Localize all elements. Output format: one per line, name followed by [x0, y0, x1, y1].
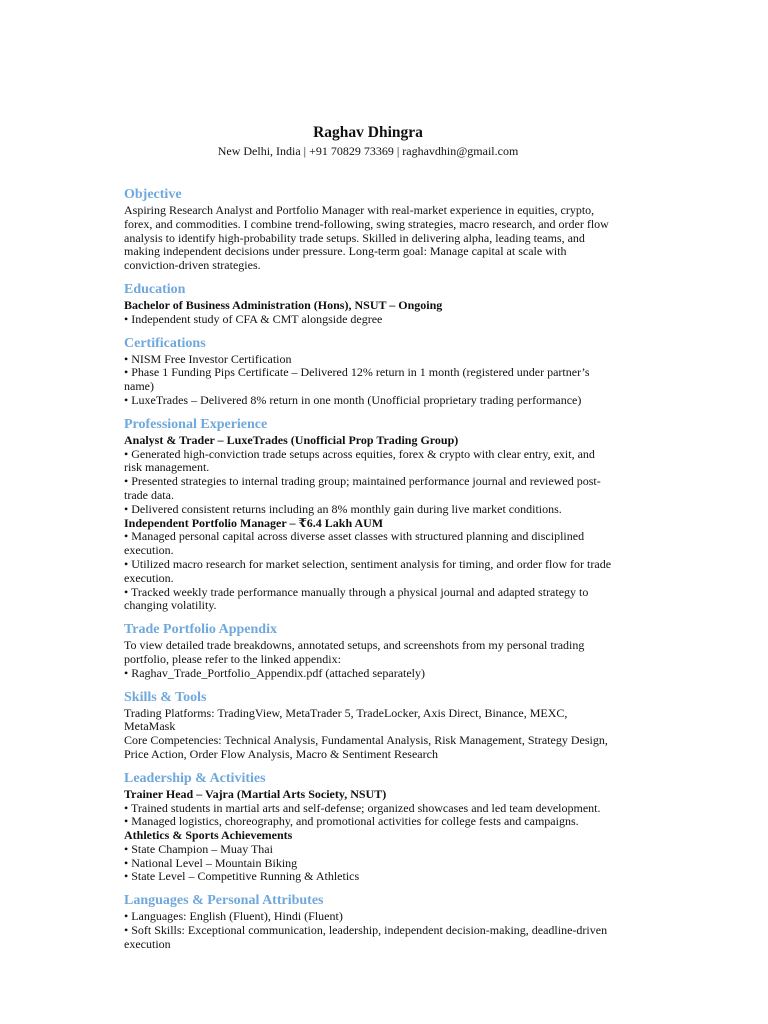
leadership-bullet: • Managed logistics, choreography, and promotional activities for college fests and campaigns. [124, 814, 579, 829]
section-title-experience: Professional Experience [124, 416, 268, 432]
objective-text: Aspiring Research Analyst and Portfolio Manager with real-market experience in equities, crypto, forex, and commodities. I combine trend-following, swing strategies, macro research, and order flow analysis to identify high-probability trade setups. Skilled in delivering alpha, leading teams, and making independent decisions under pressure. Long-term goal: Manage capital at scale with conviction-driven strategies. [124, 203, 609, 273]
resume-body [124, 187, 614, 952]
skills-section [124, 690, 614, 762]
sports-heading: Athletics & Sports Achievements [124, 828, 293, 843]
section-title-skills: Skills & Tools [124, 689, 207, 705]
section-title-objective: Objective [124, 187, 182, 202]
resume-header [0, 124, 736, 159]
contact-info: New Delhi, India | +91 70829 73369 | raghavdhin@gmail.com [217, 144, 519, 158]
experience-bullet: • Generated high-conviction trade setups across equities, forex & crypto with clear entry, exit, and risk management. [124, 446, 595, 475]
leadership-section [124, 771, 614, 885]
leadership-bullet: • Trained students in martial arts and self-defense; organized showcases and led team development. [124, 800, 601, 815]
role-heading-analyst: Analyst & Trader – LuxeTrades (Unofficial Prop Trading Group) [124, 432, 459, 447]
objective-section [124, 187, 614, 273]
soft-skills-bullet: • Soft Skills: Exceptional communication, leadership, independent decision-making, deadline-driven execution [124, 923, 608, 951]
certification-item: • LuxeTrades – Delivered 8% return in one month (Unofficial proprietary trading performance) [124, 392, 582, 407]
section-title-certifications: Certifications [124, 335, 206, 351]
education-section [124, 282, 614, 327]
section-title-languages: Languages & Personal Attributes [124, 893, 324, 909]
section-title-portfolio: Trade Portfolio Appendix [124, 622, 277, 638]
sports-bullet: • National Level – Mountain Biking [124, 855, 298, 870]
portfolio-attachment: • Raghav_Trade_Portfolio_Appendix.pdf (attached separately) [124, 665, 426, 680]
section-title-education: Education [124, 281, 186, 297]
skills-platforms: Trading Platforms: TradingView, MetaTrader 5, TradeLocker, Axis Direct, Binance, MEXC, MetaMask [124, 705, 568, 734]
experience-bullet: • Managed personal capital across diverse asset classes with structured planning and disciplined execution. [124, 529, 585, 558]
experience-bullet: • Delivered consistent returns including an 8% monthly gain during live market conditions. [124, 501, 562, 516]
role-heading-portfolio-manager: Independent Portfolio Manager – ₹6.4 Lakh AUM [124, 515, 384, 530]
experience-bullet: • Utilized macro research for market selection, sentiment analysis for timing, and order flow for trade execution. [124, 556, 612, 585]
experience-section [124, 417, 614, 613]
experience-bullet: • Presented strategies to internal trading group; maintained performance journal and reviewed post-trade data. [124, 474, 601, 502]
languages-bullet: • Languages: English (Fluent), Hindi (Fluent) [124, 909, 343, 924]
portfolio-section [124, 622, 614, 680]
education-bullet: • Independent study of CFA & CMT alongside degree [124, 311, 383, 326]
experience-bullet: • Tracked weekly trade performance manually through a physical journal and adapted strategy to changing volatility. [124, 584, 589, 613]
certification-item: • Phase 1 Funding Pips Certificate – Delivered 12% return in 1 month (registered under partner’s name) [124, 365, 590, 394]
skills-competencies: Core Competencies: Technical Analysis, Fundamental Analysis, Risk Management, Strategy Design, Price Action, Order Flow Analysis, Macro & Sentiment Research [124, 733, 608, 761]
portfolio-text: To view detailed trade breakdowns, annotated setups, and screenshots from my personal trading portfolio, please refer to the linked appendix: [124, 638, 585, 666]
section-title-leadership: Leadership & Activities [124, 770, 266, 786]
candidate-name: Raghav Dhingra [313, 124, 423, 141]
sports-bullet: • State Level – Competitive Running & Athletics [124, 869, 360, 884]
languages-section [124, 893, 614, 951]
sports-bullet: • State Champion – Muay Thai [124, 841, 273, 856]
role-heading-trainer: Trainer Head – Vajra (Martial Arts Society, NSUT) [124, 786, 387, 801]
certifications-section [124, 336, 614, 408]
certification-item: • NISM Free Investor Certification [124, 351, 292, 366]
degree-heading: Bachelor of Business Administration (Hons), NSUT – Ongoing [124, 297, 443, 312]
